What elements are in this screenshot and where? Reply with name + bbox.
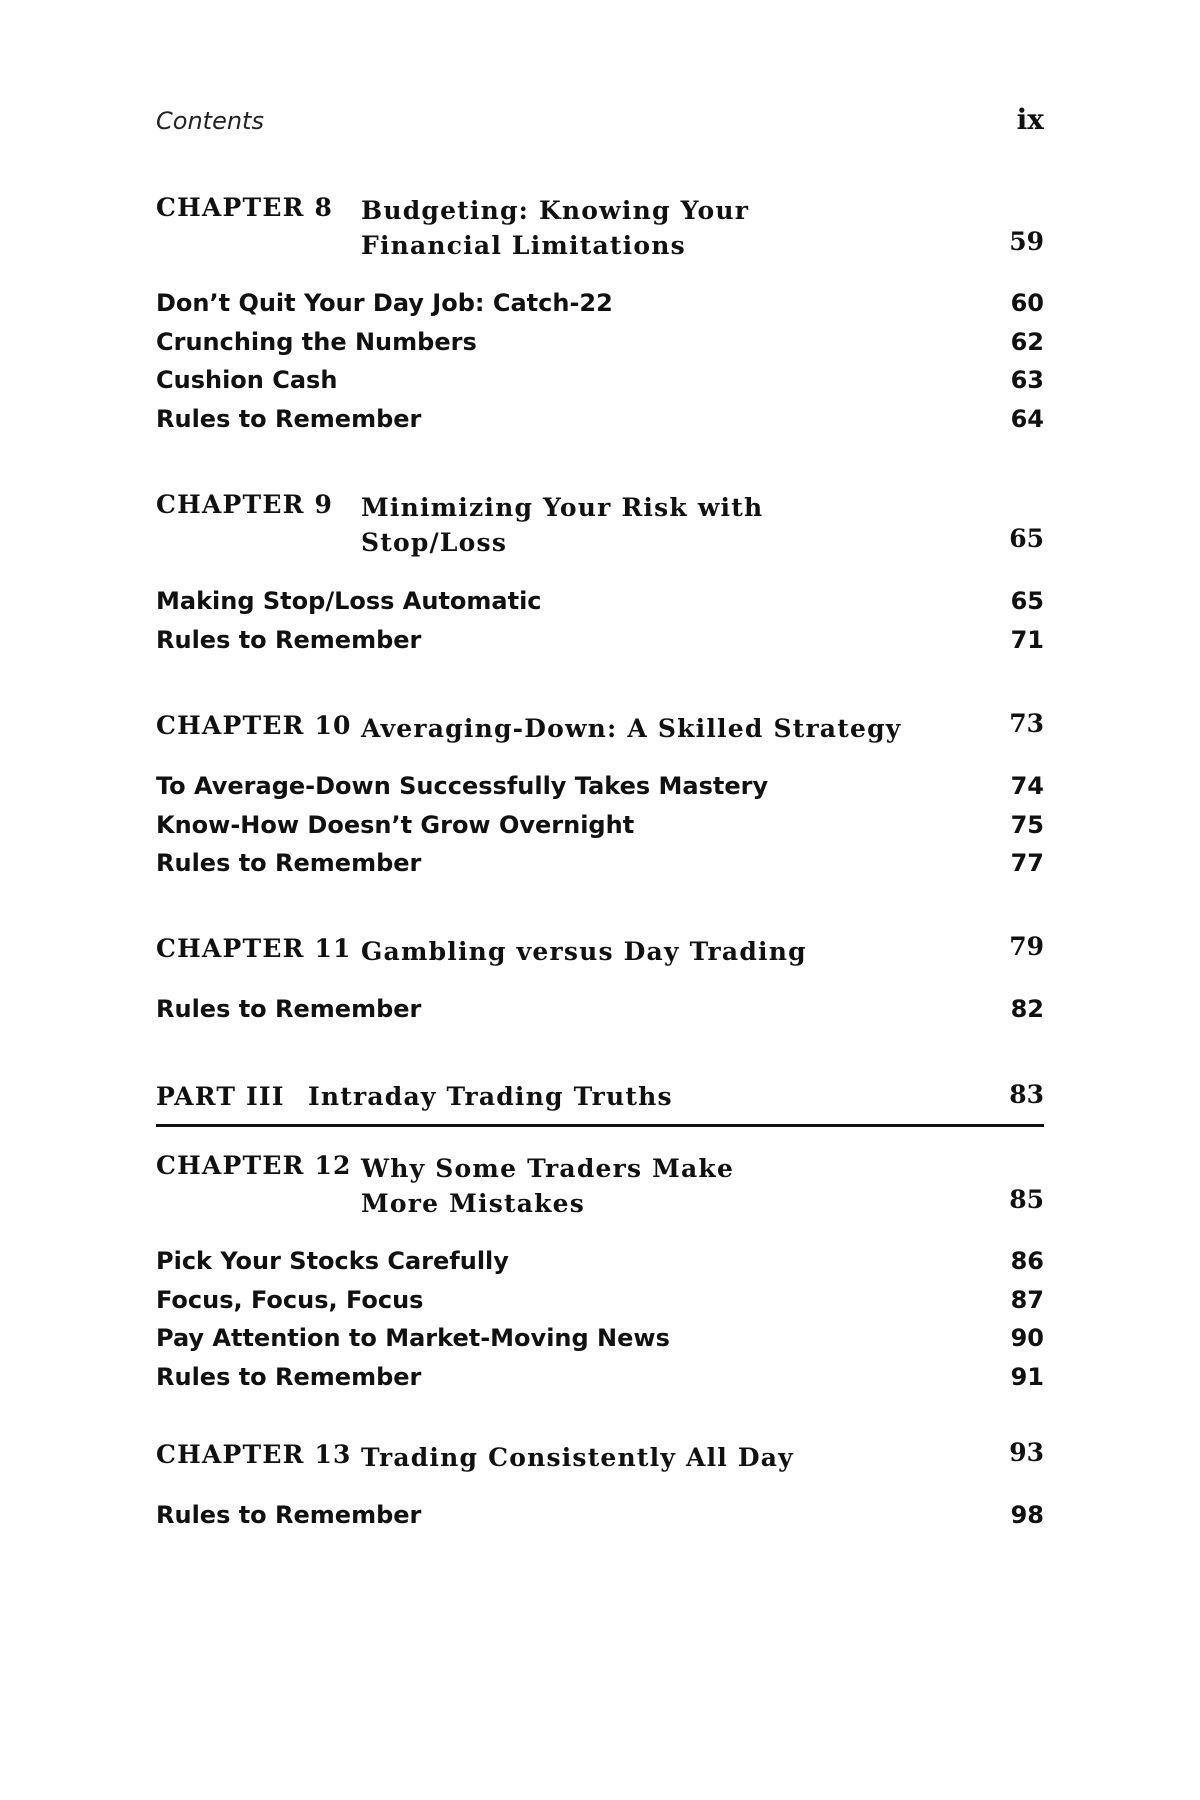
chapter-8-sections [156,284,1044,439]
section-page-number: 65 [1010,587,1044,615]
section-page-number: 63 [1010,366,1044,395]
chapter-title-line: Gambling versus Day Trading [361,937,807,966]
chapter-title-line: Financial Limitations [361,231,686,260]
chapter-page-number: 59 [1009,227,1044,256]
part-page-number: 83 [1009,1080,1044,1109]
section-page-number: 74 [1010,772,1044,800]
toc-entry[interactable] [156,361,1044,400]
chapter-11-heading [156,934,1044,972]
contents-page [156,0,1044,1800]
section-page-number: 86 [1010,1247,1044,1275]
chapter-label: CHAPTER 10 [156,711,352,740]
chapter-label: CHAPTER 12 [156,1151,352,1180]
section-title: Rules to Remember [156,995,422,1023]
chapter-11-sections [156,990,1044,1029]
part-title: Intraday Trading Truths [308,1082,673,1111]
chapter-title-line: Why Some Traders Make [361,1154,735,1183]
chapter-title [361,1440,794,1475]
chapter-9-heading [156,490,1044,562]
chapter-title [361,934,807,969]
chapter-page-number: 65 [1009,524,1044,553]
chapter-13-sections [156,1496,1044,1535]
chapter-9-sections [156,582,1044,659]
part-label: PART III [156,1082,285,1111]
page-number: ix [1016,103,1044,136]
section-page-number: 60 [1010,289,1044,317]
chapter-title [361,711,901,746]
toc-entry[interactable] [156,806,1044,845]
chapter-page-number: 79 [1009,932,1044,961]
chapter-12-heading [156,1151,1044,1223]
chapter-page-number: 73 [1009,709,1044,738]
section-title: Rules to Remember [156,1363,422,1392]
toc-entry[interactable] [156,1281,1044,1320]
section-title: Crunching the Numbers [156,327,477,356]
toc-entry[interactable] [156,400,1044,439]
section-title: To Average-Down Successfully Takes Mastery [156,772,769,800]
toc-entry[interactable] [156,582,1044,621]
toc-entry[interactable] [156,1319,1044,1358]
chapter-title [361,193,749,263]
section-page-number: 98 [1010,1501,1044,1529]
section-page-number: 75 [1010,810,1044,839]
chapter-label: CHAPTER 8 [156,193,334,222]
chapter-title [361,490,763,560]
section-title: Rules to Remember [156,849,422,878]
section-title: Rules to Remember [156,405,422,434]
section-title: Cushion Cash [156,366,338,395]
chapter-title-line: Stop/Loss [361,528,508,557]
toc-entry[interactable] [156,1358,1044,1397]
toc-entry[interactable] [156,767,1044,806]
section-title: Rules to Remember [156,1501,422,1529]
section-title: Know-How Doesn’t Grow Overnight [156,810,635,839]
toc-entry[interactable] [156,621,1044,660]
chapter-title [361,1151,734,1221]
chapter-13-heading [156,1440,1044,1478]
section-page-number: 62 [1010,327,1044,356]
chapter-title-line: Averaging-Down: A Skilled Strategy [361,714,902,743]
section-page-number: 91 [1010,1363,1044,1392]
section-title: Don’t Quit Your Day Job: Catch-22 [156,289,613,317]
part-3-heading [156,1082,1044,1127]
chapter-label: CHAPTER 9 [156,490,334,519]
running-head [156,103,1044,141]
toc-entry[interactable] [156,990,1044,1029]
chapter-12-sections [156,1242,1044,1397]
chapter-title-line: Budgeting: Knowing Your [361,196,750,225]
chapter-label: CHAPTER 11 [156,934,352,963]
section-page-number: 87 [1010,1285,1044,1314]
section-title: Pick Your Stocks Carefully [156,1247,509,1275]
running-title: Contents [156,107,264,135]
section-page-number: 82 [1010,995,1044,1023]
section-page-number: 77 [1010,849,1044,878]
section-page-number: 64 [1010,405,1044,434]
section-title: Focus, Focus, Focus [156,1285,424,1314]
chapter-10-heading [156,711,1044,749]
chapter-title-line: Trading Consistently All Day [361,1443,794,1472]
chapter-title-line: Minimizing Your Risk with [361,493,764,522]
chapter-page-number: 85 [1009,1185,1044,1214]
toc-entry[interactable] [156,323,1044,362]
chapter-page-number: 93 [1009,1438,1044,1467]
section-title: Making Stop/Loss Automatic [156,587,542,615]
toc-entry[interactable] [156,1242,1044,1281]
chapter-title-line: More Mistakes [361,1189,586,1218]
chapter-label: CHAPTER 13 [156,1440,352,1469]
section-title: Rules to Remember [156,625,422,654]
section-title: Pay Attention to Market-Moving News [156,1324,670,1353]
section-page-number: 71 [1010,625,1044,654]
chapter-8-heading [156,193,1044,265]
chapter-10-sections [156,767,1044,883]
toc-entry[interactable] [156,844,1044,883]
toc-entry[interactable] [156,284,1044,323]
section-page-number: 90 [1010,1324,1044,1353]
toc-entry[interactable] [156,1496,1044,1535]
